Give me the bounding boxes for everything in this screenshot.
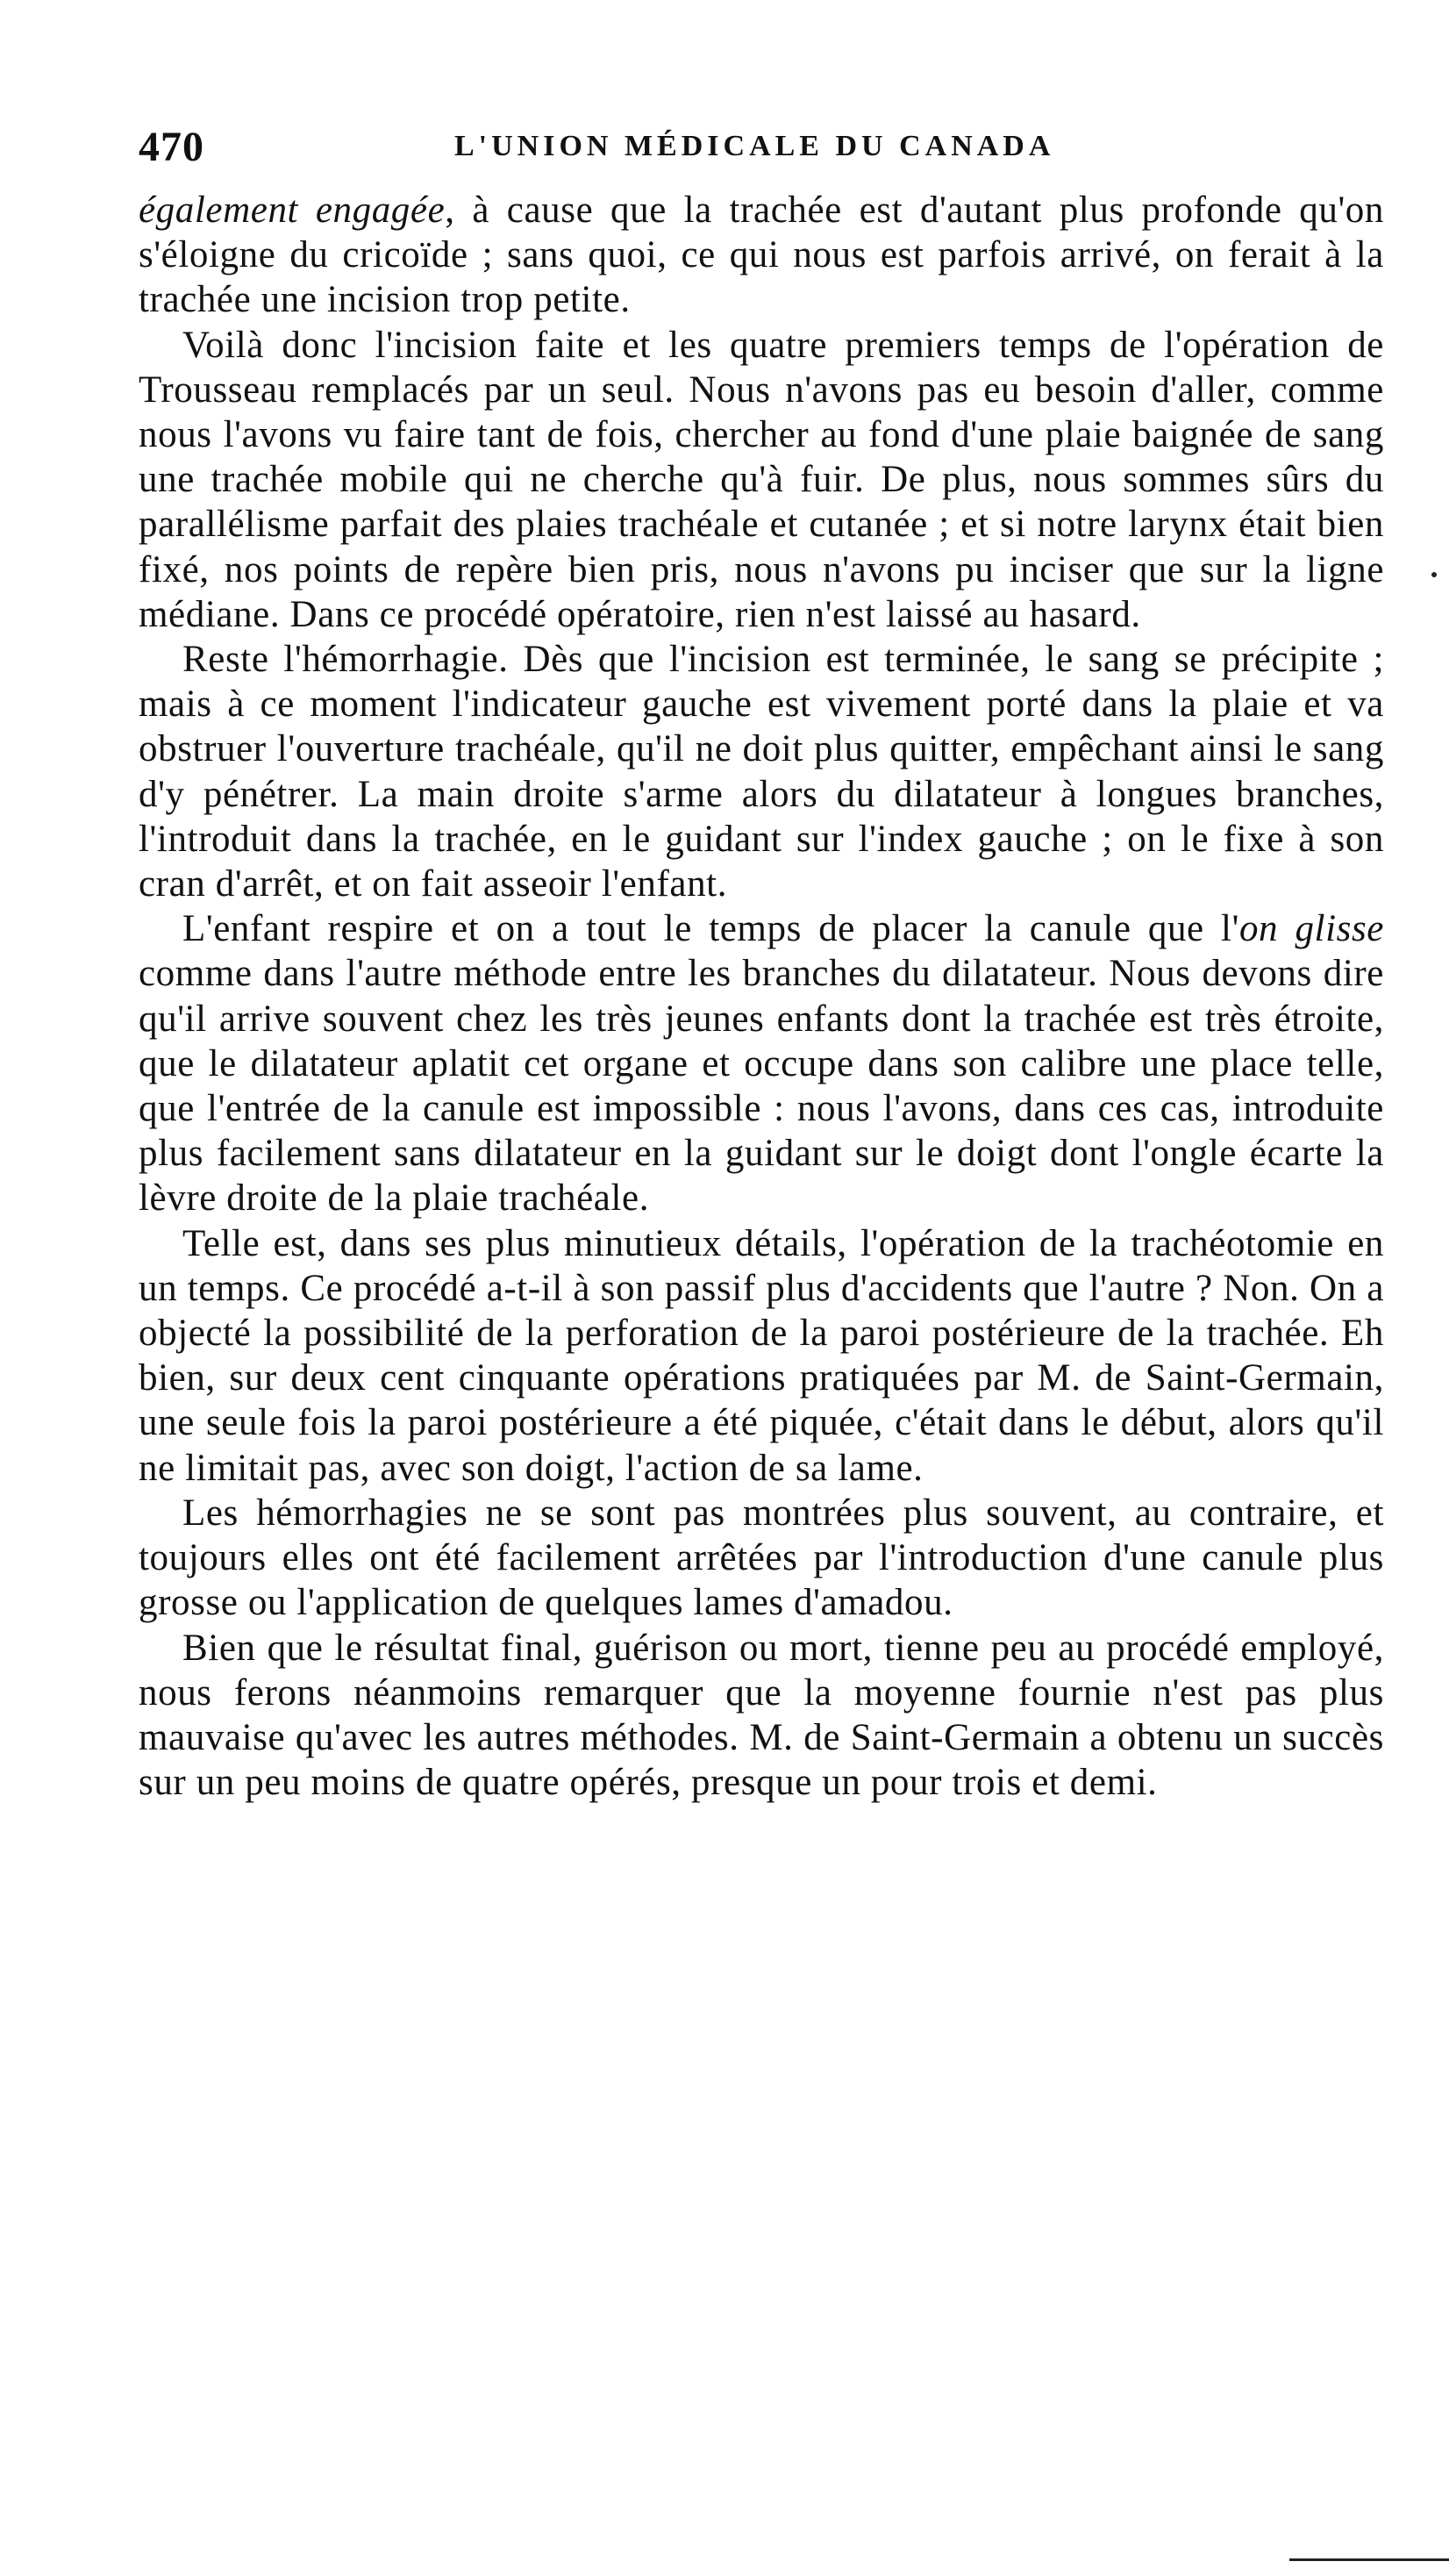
paragraph-text: Bien que le résultat final, guérison ou mort, tienne peu au procédé employé, nous ferons néanmoins remarquer que la moyenne fournie n'est pas plus mauvaise qu'avec les autres méthodes. M. de Saint-Germain a obtenu un succès sur un peu moins de quatre opérés, presque un pour trois et demi.: [139, 1627, 1384, 1804]
margin-mark: [1431, 572, 1437, 577]
paragraph-5: [139, 1221, 1384, 1491]
paragraph-text: Voilà donc l'incision faite et les quatre premiers temps de l'opération de Trousseau remplacés par un seul. Nous n'avons pas eu besoin d'aller, comme nous l'avons vu faire tant de fois, chercher au fond d'une plaie baignée de sang une trachée mobile qui ne cherche qu'à fuir. De plus, nous sommes sûrs du parallélisme parfait des plaies trachéale et cutanée ; et si notre larynx était bien fixé, nos points de repère bien pris, nous n'avons pu inciser que sur la ligne médiane. Dans ce procédé opératoire, rien n'est laissé au hasard.: [139, 324, 1384, 635]
paragraph-3: [139, 637, 1384, 906]
running-head: [139, 123, 1384, 188]
paragraph-text: , à cause que la trachée est d'autant plus profonde qu'on s'éloigne du cricoïde ; sans quoi, ce qui nous est parfois arrivé, on ferait à la trachée une incision trop petite.: [139, 190, 1384, 321]
page-number: 470: [139, 124, 204, 170]
paragraph-7: [139, 1626, 1384, 1806]
paragraph-text: Telle est, dans ses plus minutieux détails, l'opération de la trachéotomie en un temps. Ce procédé a-t-il à son passif plus d'accidents que l'autre ? Non. On a objecté la possibilité de la perforation de la paroi postérieure de la trachée. Eh bien, sur deux cent cinquante opérations pratiquées par M. de Saint-Germain, une seule fois la paroi postérieure a été piquée, c'était dans le début, alors qu'il ne limitait pas, avec son doigt, l'action de sa lame.: [139, 1222, 1384, 1489]
article-body: [139, 188, 1384, 1805]
paragraph-2: [139, 323, 1384, 637]
paragraph-6: [139, 1491, 1384, 1626]
italic-lead: également engagée: [139, 190, 446, 231]
italic-phrase: on glisse: [1238, 908, 1384, 950]
paragraph-text: Reste l'hémorrhagie. Dès que l'incision est terminée, le sang se précipite ; mais à ce moment l'indicateur gauche est vivement porté dans la plaie et va obstruer l'ouverture trachéale, qu'il ne doit plus quitter, empêchant ainsi le sang d'y pénétrer. La main droite s'arme alors du dilatateur à longues branches, l'introduit dans la trachée, en le guidant sur l'index gauche ; on le fixe à son cran d'arrêt, et on fait asseoir l'enfant.: [139, 639, 1384, 905]
paragraph-4: [139, 906, 1384, 1220]
page: [139, 123, 1384, 1805]
journal-title: L'UNION MÉDICALE DU CANADA: [454, 130, 1055, 162]
bottom-rule: [1289, 2558, 1449, 2561]
paragraph-text: Les hémorrhagies ne se sont pas montrées plus souvent, au contraire, et toujours elles ont été facilement arrêtées par l'introduction d'une canule plus grosse ou l'application de quelques lames d'amadou.: [139, 1492, 1384, 1624]
paragraph-text: comme dans l'autre méthode entre les branches du dilatateur. Nous devons dire qu'il arrive souvent chez les très jeunes enfants dont la trachée est très étroite, que le dilatateur aplatit cet organe et occupe dans son calibre une place telle, que l'entrée de la canule est impossible : nous l'avons, dans ces cas, introduite plus facilement sans dilatateur en la guidant sur le doigt dont l'ongle écarte la lèvre droite de la plaie trachéale.: [139, 953, 1384, 1220]
paragraph-text: L'enfant respire et on a tout le temps de placer la canule que l': [182, 908, 1239, 950]
paragraph-1: [139, 188, 1384, 323]
